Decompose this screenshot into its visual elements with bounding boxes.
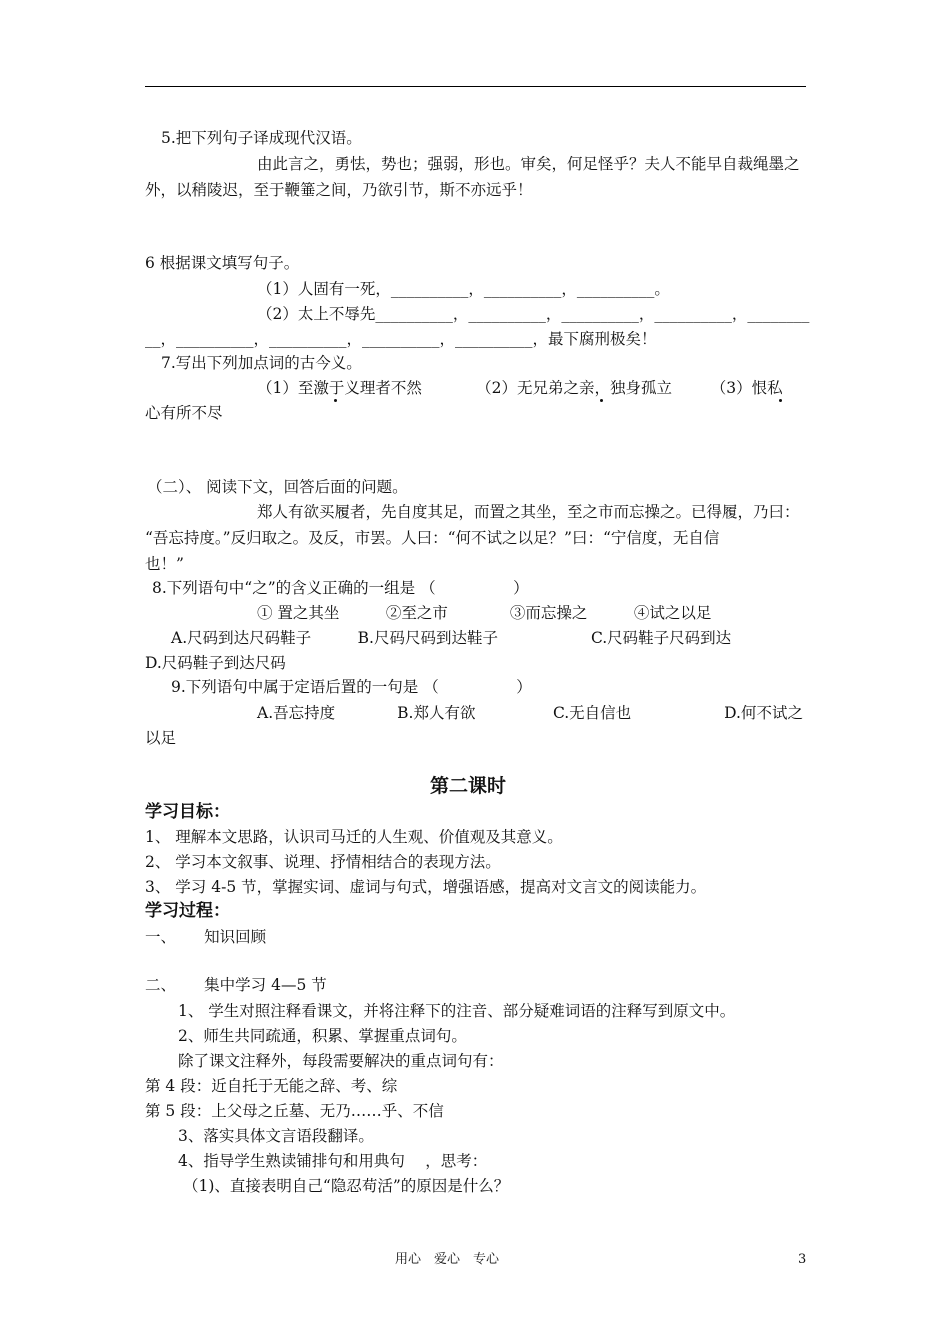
page-number: 3 bbox=[798, 1252, 807, 1267]
q5-text-line-1: 由此言之，勇怯，势也；强弱，形也。审矣，何足怪乎？夫人不能早自裁绳墨之 bbox=[257, 155, 800, 173]
process-title: 学习过程： bbox=[145, 901, 230, 921]
step-2-item-4: 4、指导学生熟读铺排句和用典句 ，思考： bbox=[178, 1152, 488, 1170]
q7-title: 7.写出下列加点词的古今义。 bbox=[161, 354, 362, 372]
q5-text-line-2: 外，以稍陵迟，至于鞭箠之间，乃欲引节，斯不亦远乎！ bbox=[145, 181, 533, 199]
q7-items-cont: 心有所不尽 bbox=[145, 404, 223, 422]
q6-title: 6 根据课文填写句子。 bbox=[145, 254, 300, 272]
goals-title: 学习目标： bbox=[145, 802, 230, 822]
step-1: 一、 知识回顾 bbox=[145, 928, 267, 946]
step-2-item-2: 2、师生共同疏通，积累、掌握重点词句。 bbox=[178, 1027, 467, 1045]
step-2: 二、 集中学习 4—5 节 bbox=[145, 976, 327, 994]
emphasis-dot bbox=[779, 399, 782, 402]
step-2-question-1: （1)、直接表明自己“隐忍苟活”的原因是什么？ bbox=[183, 1177, 510, 1195]
q7-items: （1）至激于义理者不然 （2）无兄弟之亲，独身孤立 （3）恨私 bbox=[257, 379, 783, 397]
passage-line-1: 郑人有欲买履者，先自度其足，而置之其坐，至之市而忘操之。已得履，乃曰： bbox=[257, 503, 800, 521]
paragraph-5-keys: 第 5 段：上父母之丘墓、无乃……乎、不信 bbox=[145, 1102, 444, 1120]
q8-items: ① 置之其坐 ②至之市 ③而忘操之 ④试之以足 bbox=[257, 604, 712, 622]
goal-2: 2、 学习本文叙事、说理、抒情相结合的表现方法。 bbox=[145, 853, 501, 871]
section-2-title: （二）、 阅读下文，回答后面的问题。 bbox=[147, 478, 408, 496]
emphasis-dot bbox=[334, 399, 337, 402]
q5-title: 5.把下列句子译成现代汉语。 bbox=[161, 129, 362, 147]
q9-options-cont: 以足 bbox=[145, 729, 177, 747]
q6-item-1: （1）人固有一死，__________，__________，__________。 bbox=[257, 280, 670, 298]
step-2-note: 除了课文注释外，每段需要解决的重点词句有： bbox=[178, 1052, 504, 1070]
q9-title: 9.下列语句中属于定语后置的一句是 （ ） bbox=[171, 678, 532, 696]
q6-item-2: （2）太上不辱先__________，__________，__________，__________，________ bbox=[257, 305, 810, 323]
q8-option-d: D.尺码鞋子到达尺码 bbox=[145, 654, 286, 672]
goal-3: 3、 学习 4-5 节，掌握实词、虚词与句式，增强语感，提高对文言文的阅读能力。 bbox=[145, 878, 707, 896]
paragraph-4-keys: 第 4 段：近自托于无能之辞、考、综 bbox=[145, 1077, 398, 1095]
q8-options: A.尺码到达尺码鞋子 B.尺码尺码到达鞋子 C.尺码鞋子尺码到达 bbox=[171, 629, 732, 647]
q9-options: A.吾忘持度 B.郑人有欲 C.无自信也 D.何不试之 bbox=[257, 704, 803, 722]
emphasis-dot bbox=[600, 399, 603, 402]
q8-title: 8.下列语句中“之”的含义正确的一组是 （ ） bbox=[152, 579, 529, 597]
q6-item-2-cont: __，__________，__________，__________，__________，最下腐刑极矣！ bbox=[145, 330, 657, 348]
lesson-title: 第二课时 bbox=[430, 775, 507, 797]
step-2-item-1: 1、 学生对照注释看课文，并将注释下的注音、部分疑难词语的注释写到原文中。 bbox=[178, 1002, 736, 1020]
passage-line-2: “吾忘持度。”反归取之。及反，市罢。人曰：“何不试之以足？”曰：“宁信度，无自信 bbox=[145, 529, 720, 547]
step-2-item-3: 3、落实具体文言语段翻译。 bbox=[178, 1127, 374, 1145]
goal-1: 1、 理解本文思路，认识司马迁的人生观、价值观及其意义。 bbox=[145, 828, 563, 846]
passage-line-3: 也！” bbox=[145, 555, 184, 573]
header-rule bbox=[145, 86, 806, 87]
footer-motto: 用心 爱心 专心 bbox=[395, 1252, 500, 1267]
